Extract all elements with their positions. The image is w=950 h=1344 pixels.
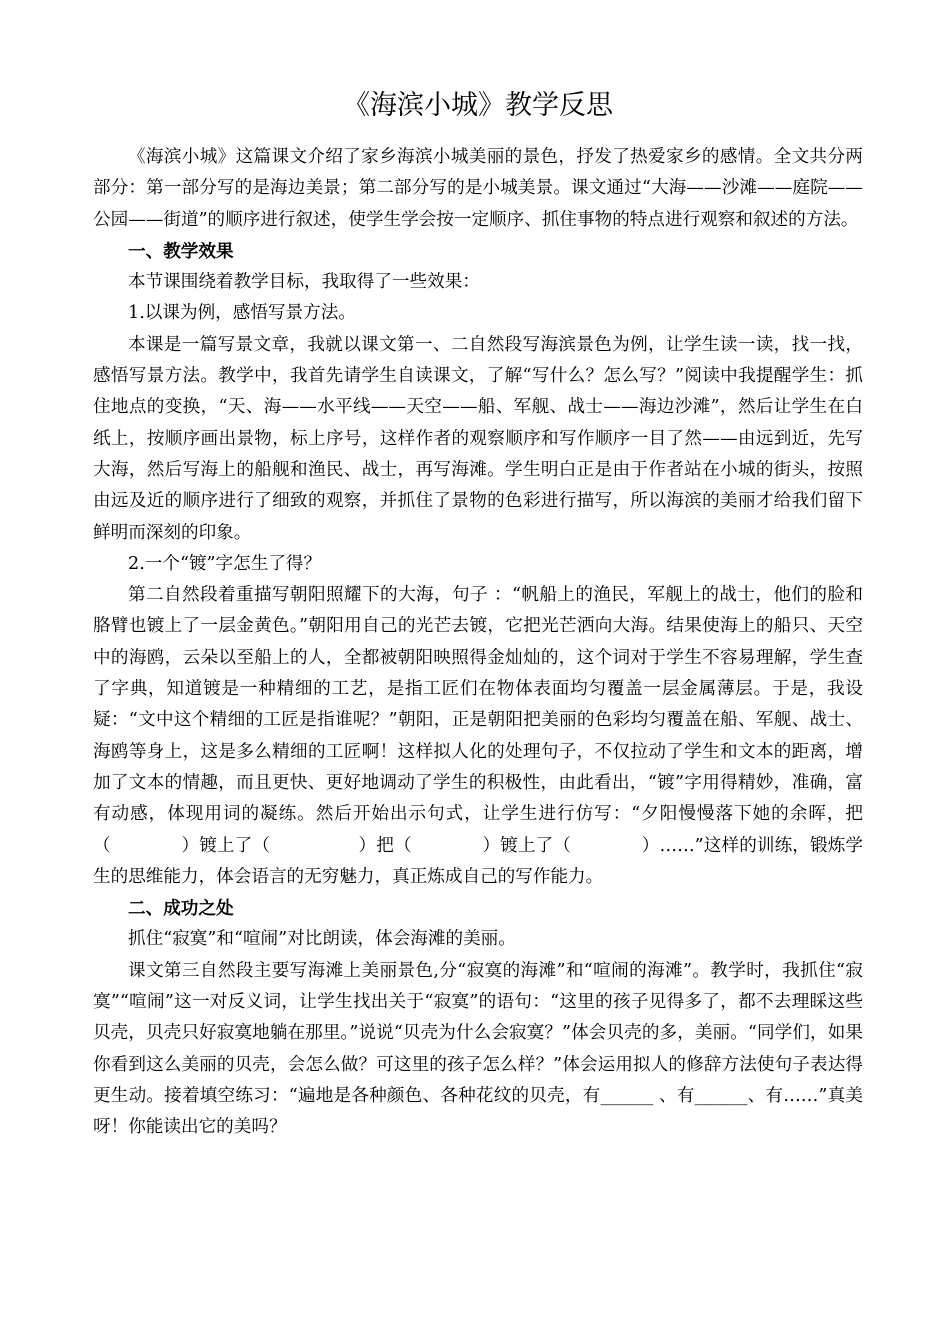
subheading-writing-method: 1.以课为例，感悟写景方法。 <box>128 303 356 324</box>
section-heading-successes: 二、成功之处 <box>128 898 234 920</box>
section-heading-teaching-effect: 一、教学效果 <box>128 240 234 262</box>
paragraph: 本课是一篇写景文章，我就以课文第一、二自然段写海滨景色为例，让学生读一读，找一找，感悟写景方法。教学中，我首先请学生自读课文，了解“写什么？怎么写？”阅读中我提醒学生：抓住地点的变换，“天、海——水平线——天空——船、军舰、战士——海边沙滩”，然后让学生在白纸上，按顺序画出景物，标上序号，这样作者的观察顺序和写作顺序一目了然——由远到近，先写大海，然后写海上的船舰和渔民、战士，再写海滩。学生明白正是由于作者站在小城的街头，按照由远及近的顺序进行了细致的观察，并抓住了景物的色彩进行描写，所以海滨的美丽才给我们留下鲜明而深刻的印象。 <box>93 334 863 543</box>
intro-paragraph: 《海滨小城》这篇课文介绍了家乡海滨小城美丽的景色，抒发了热爱家乡的感情。全文共分两部分：第一部分写的是海边美景；第二部分写的是小城美景。课文通过“大海——沙滩——庭院——公园——街道”的顺序进行叙述，使学生学会按一定顺序、抓住事物的特点进行观察和叙述的方法。 <box>93 147 863 230</box>
paragraph: 本节课围绕着教学目标，我取得了一些效果： <box>128 272 480 293</box>
paragraph: 第二自然段着重描写朝阳照耀下的大海，句子 ：“帆船上的渔民，军舰上的战士，他们的脸和胳臂也镀上了一层金黄色。”朝阳用自己的光芒去镀，它把光芒洒向大海。结果使海上的船只、天空中的海鸥，云朵以至船上的人，全都被朝阳映照得金灿灿的，这个词对于学生不容易理解，学生查了字典，知道镀是一种精细的工艺，是指工匠们在物体表面均匀覆盖一层金属薄层。于是，我设疑：“文中这个精细的工匠是指谁呢？”朝阳，正是朝阳把美丽的色彩均匀覆盖在船、军舰、战士、海鸥等身上，这是多么精细的工匠啊！这样拟人化的处理句子，不仅拉动了学生和文本的距离，增加了文本的情趣，而且更快、更好地调动了学生的积极性，由此看出，“镀”字用得精妙，准确，富有动感，体现用词的凝练。然后开始出示句式，让学生进行仿写：“夕阳慢慢落下她的余晖，把（ ）镀上了（ ）把（ ）镀上了（ ）……”这样的训练，锻炼学生的思维能力，体会语言的无穷魅力，真正炼成自己的写作能力。 <box>93 585 863 887</box>
paragraph: 抓住“寂寞”和“喧闹”对比朗读，体会海滩的美丽。 <box>128 929 516 950</box>
paragraph: 课文第三自然段主要写海滩上美丽景色,分“寂寞的海滩”和“喧闹的海滩”。教学时，我抓住“寂寞”“喧闹”这一对反义词，让学生找出关于“寂寞”的语句：“这里的孩子见得多了，都不去理睬这些贝壳，贝壳只好寂寞地躺在那里。”说说“贝壳为什么会寂寞？”体会贝壳的多，美丽。“同学们，如果你看到这么美丽的贝壳，会怎么做？可这里的孩子怎么样？”体会运用拟人的修辞方法使句子表达得更生动。接着填空练习：“遍地是各种颜色、各种花纹的贝壳，有______ 、有______、有……”真美呀！你能读出它的美吗？ <box>93 960 863 1138</box>
subheading-du-character: 2.一个“镀”字怎生了得？ <box>128 553 322 574</box>
document-title: 《海滨小城》教学反思 <box>343 90 613 121</box>
document-page <box>93 86 863 1144</box>
